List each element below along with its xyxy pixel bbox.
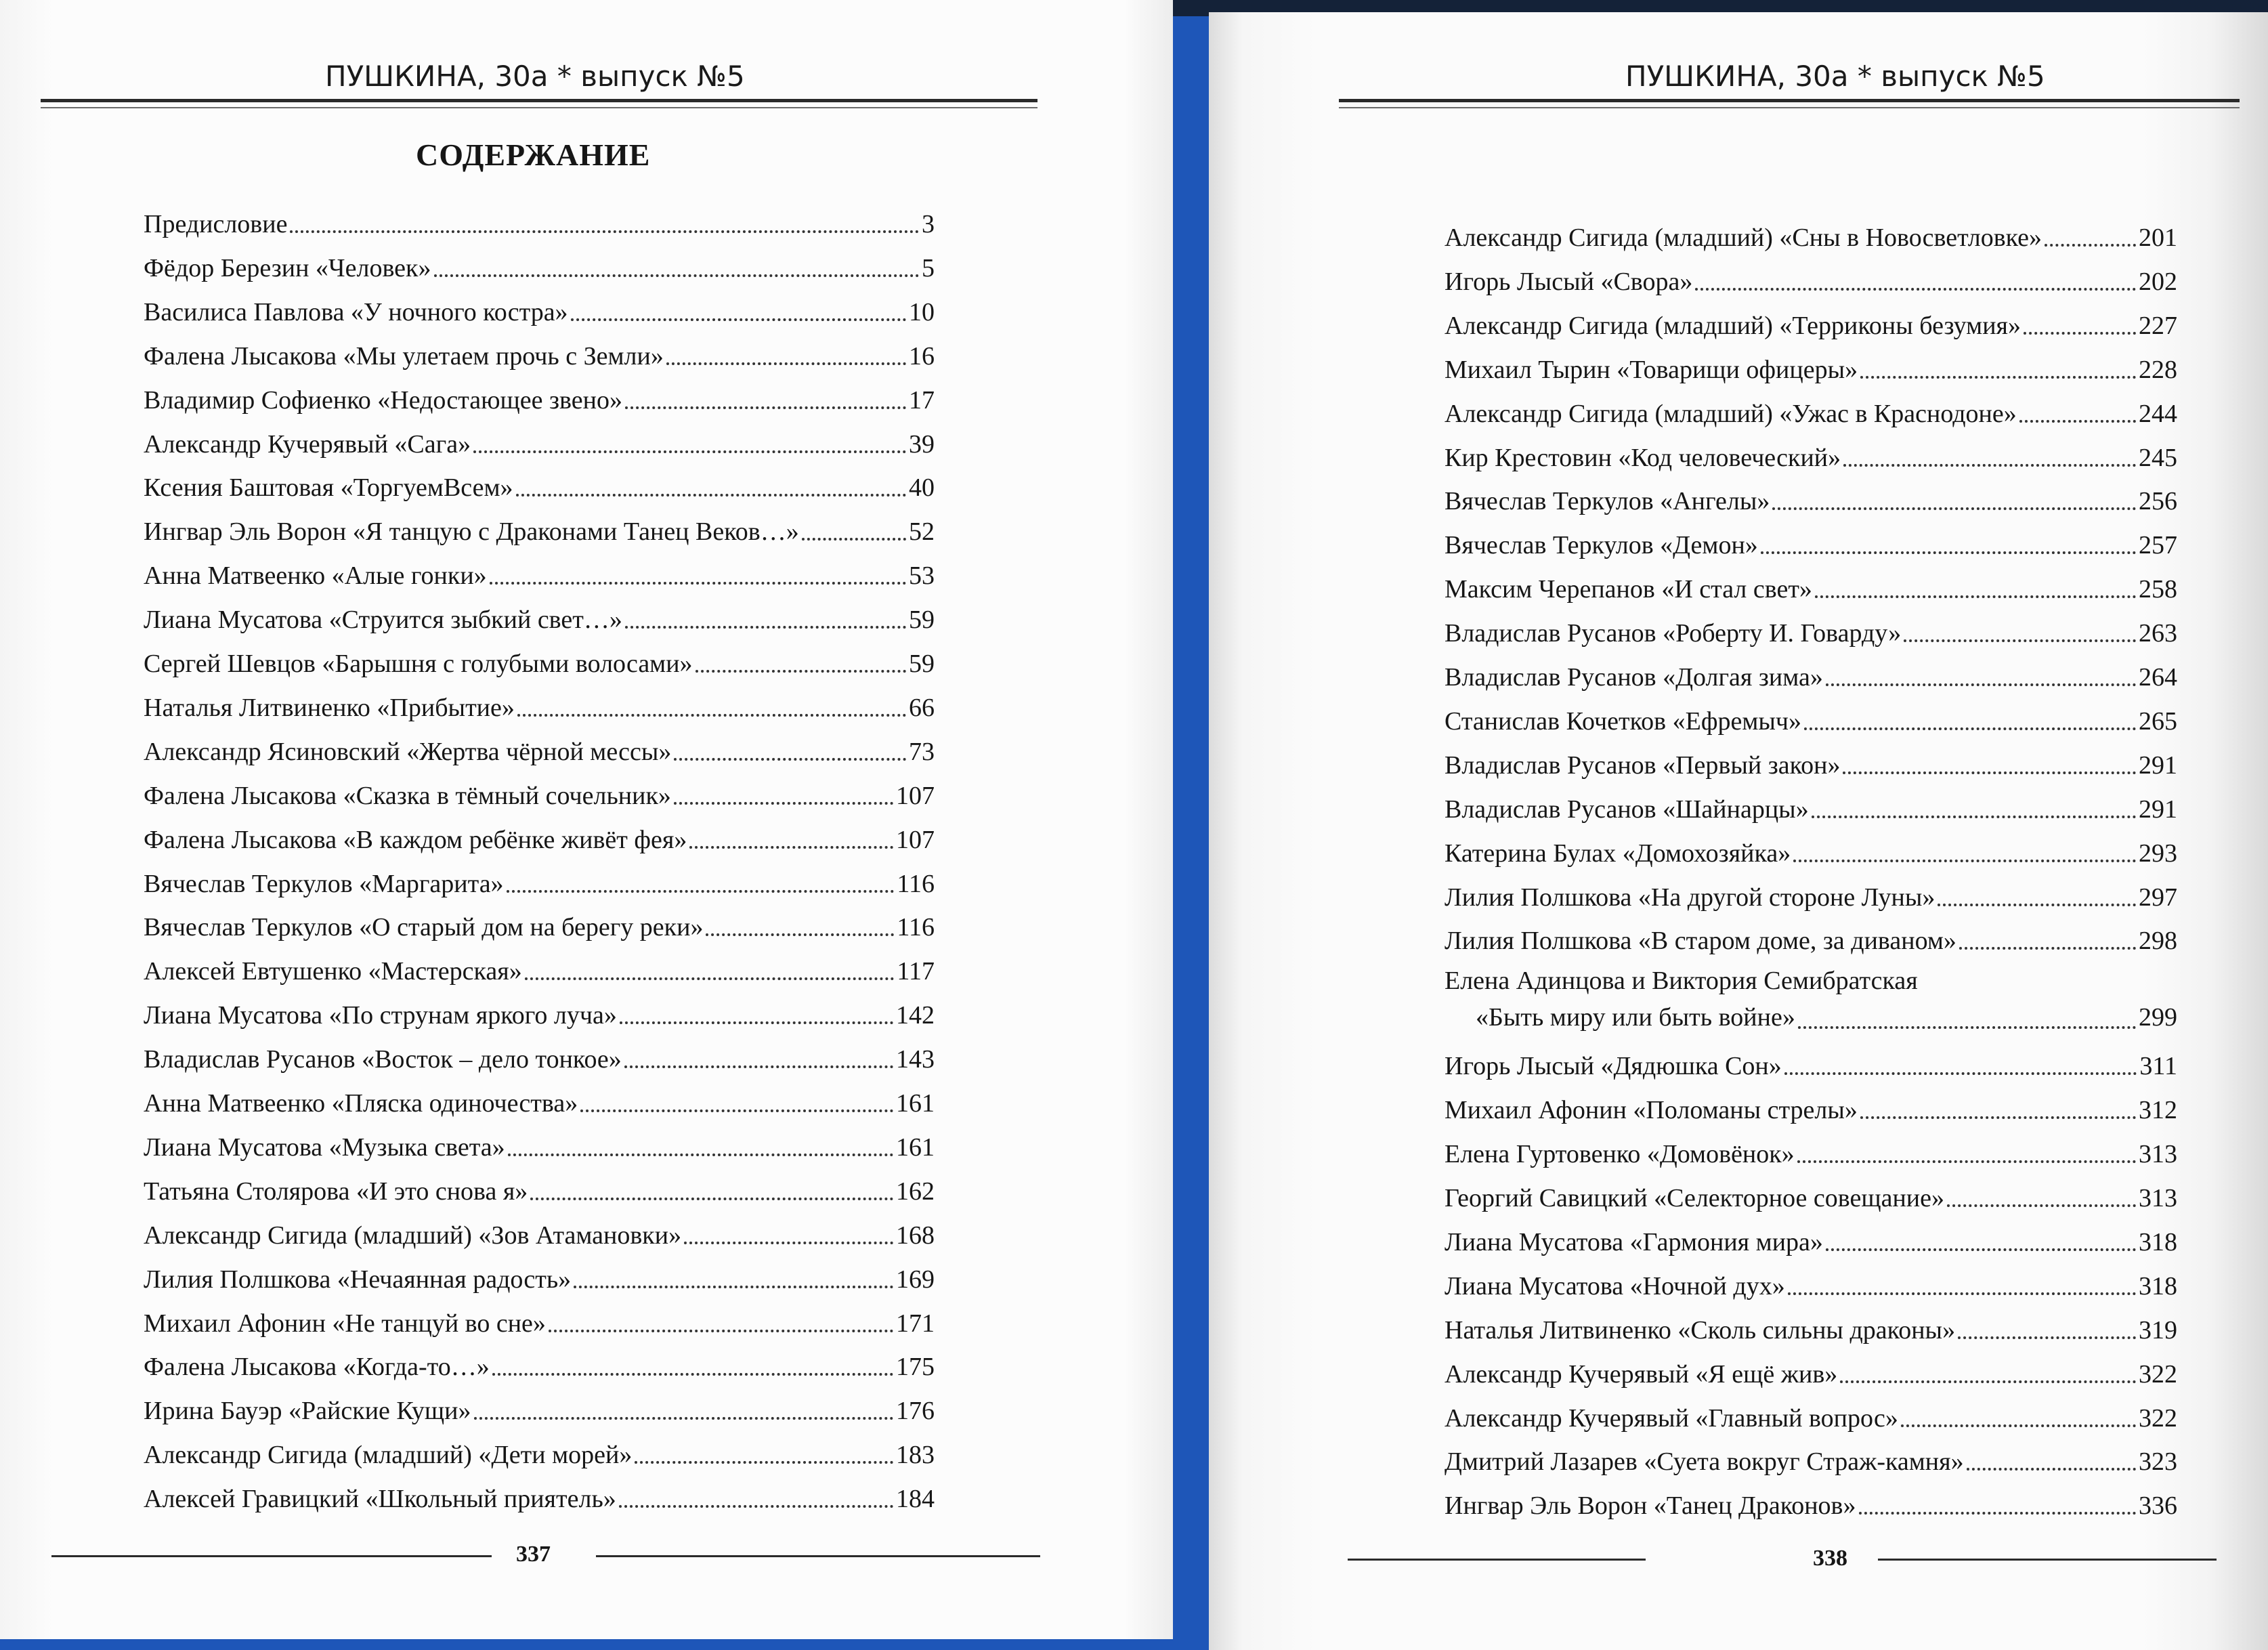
- toc-page-number: 10: [909, 297, 935, 326]
- toc-entry-title: Владислав Русанов «Долгая зима»: [1445, 663, 1823, 692]
- toc-entry: [1445, 918, 2177, 956]
- toc-entry-title: Владислав Русанов «Шайнарцы»: [1445, 795, 1809, 824]
- toc-entry: [1445, 259, 2177, 297]
- toc-leader-dots: [530, 1198, 893, 1200]
- toc-leader-dots: [1904, 639, 2136, 642]
- toc-leader-dots: [525, 977, 895, 980]
- toc-entry: [1445, 1264, 2177, 1302]
- toc-leader-dots: [1843, 464, 2136, 467]
- toc-entry: [1445, 1483, 2177, 1521]
- toc-leader-dots: [1695, 288, 2136, 291]
- right-page: [1209, 12, 2268, 1650]
- toc-page-number: 322: [2139, 1403, 2177, 1433]
- toc-entry: [144, 422, 935, 460]
- toc-entry-title: Елена Адинцова и Виктория Семибратская: [1445, 967, 1918, 996]
- toc-entry-title: Предисловие: [144, 210, 288, 238]
- toc-page-number: 298: [2139, 927, 2177, 956]
- toc-entry: [144, 202, 935, 240]
- toc-entry: [144, 729, 935, 767]
- toc-page-number: 291: [2139, 795, 2177, 824]
- toc-leader-dots: [1958, 1336, 2136, 1339]
- toc-leader-dots: [624, 1065, 893, 1068]
- toc-entry-title: Александр Кучерявый «Главный вопрос»: [1445, 1403, 1898, 1433]
- toc-entry: [1445, 831, 2177, 869]
- header-rule-thin: [41, 107, 1037, 108]
- toc-page-number: 322: [2139, 1359, 2177, 1389]
- toc-entry: [1445, 743, 2177, 781]
- toc-entry: [144, 1037, 935, 1075]
- toc-entry: [144, 246, 935, 284]
- toc-entry-title: Станислав Кочетков «Ефремыч»: [1445, 706, 1802, 736]
- toc-leader-dots: [1938, 904, 2136, 906]
- toc-entry-title: Татьяна Столярова «И это снова я»: [144, 1177, 528, 1206]
- toc-entry: [144, 290, 935, 328]
- toc-leader-dots: [1947, 1204, 2136, 1207]
- toc-entry-title: Лилия Полшкова «Нечаянная радость»: [144, 1265, 572, 1294]
- toc-entry: [1445, 392, 2177, 429]
- toc-leader-dots: [802, 538, 906, 541]
- toc-page-number: 263: [2139, 619, 2177, 648]
- toc-leader-dots: [571, 318, 906, 321]
- toc-page-number: 244: [2139, 399, 2177, 428]
- toc-entry-title: Михаил Афонин «Поломаны стрелы»: [1445, 1096, 1858, 1125]
- toc-page-number: 59: [909, 606, 935, 635]
- toc-page-number: 312: [2139, 1096, 2177, 1125]
- toc-entry-title: Фалена Лысакова «Сказка в тёмный сочельник»: [144, 781, 671, 810]
- toc-leader-dots: [473, 450, 906, 453]
- toc-page-number: 202: [2139, 267, 2177, 296]
- toc-leader-dots: [516, 494, 906, 496]
- toc-entry-title: Фалена Лысакова «В каждом ребёнке живёт фея»: [144, 825, 687, 854]
- toc-entry: [144, 465, 935, 503]
- toc-page-number: 3: [922, 210, 935, 238]
- toc-entry-title: Михаил Тырин «Товарищи офицеры»: [1445, 355, 1858, 384]
- toc-entry-title: Алексей Гравицкий «Школьный приятель»: [144, 1485, 616, 1514]
- toc-page-number: 16: [909, 341, 935, 371]
- toc-entry-title: Лиана Мусатова «Струится зыбкий свет…»: [144, 606, 622, 635]
- toc-leader-dots: [1826, 1248, 2136, 1251]
- toc-entry: [144, 597, 935, 635]
- toc-entry-title: Владислав Русанов «Восток – дело тонкое»: [144, 1045, 622, 1074]
- toc-page-number: 201: [2139, 224, 2177, 252]
- toc-entry-continuation: [1445, 999, 2177, 1036]
- toc-page-number: 176: [896, 1397, 935, 1426]
- toc-page-number: 161: [896, 1089, 935, 1118]
- toc-entry: [1445, 436, 2177, 473]
- toc-entry-title: Александр Сигида (младший) «Сны в Новосветловке»: [1445, 224, 2042, 252]
- toc-entry: [144, 1301, 935, 1339]
- toc-leader-dots: [674, 758, 906, 761]
- toc-leader-dots: [1843, 771, 2136, 774]
- toc-entry-title: Александр Сигида (младший) «Дети морей»: [144, 1441, 633, 1470]
- toc-leader-dots: [696, 670, 906, 673]
- toc-leader-dots: [2024, 332, 2136, 335]
- toc-entry: [144, 1081, 935, 1119]
- footer-rule-right: [596, 1555, 1040, 1557]
- toc-leader-dots: [1793, 860, 2136, 862]
- toc-entry-title: Лиана Мусатова «По струнам яркого луча»: [144, 1001, 617, 1030]
- toc-entry: [144, 1169, 935, 1207]
- toc-entry: [144, 818, 935, 855]
- toc-entry: [1445, 962, 2177, 1037]
- footer-rule-right: [1878, 1559, 2217, 1561]
- toc-page-number: 168: [896, 1221, 935, 1250]
- toc-leader-dots: [1804, 727, 2136, 730]
- toc-entry: [144, 1477, 935, 1515]
- toc-entry: [1445, 1044, 2177, 1082]
- toc-page-number: 319: [2139, 1315, 2177, 1345]
- toc-entry: [144, 1433, 935, 1471]
- toc-page-number: 116: [897, 869, 935, 898]
- header-rule-thin: [1339, 107, 2240, 108]
- toc-entry-title: Александр Кучерявый «Я ещё жив»: [1445, 1359, 1838, 1389]
- toc-entry-title: Алексей Евтушенко «Мастерская»: [144, 957, 522, 986]
- toc-leader-dots: [689, 846, 893, 849]
- toc-leader-dots: [620, 1021, 893, 1024]
- toc-entry: [144, 1257, 935, 1295]
- toc-entry: [1445, 1308, 2177, 1346]
- toc-entry-title: Владимир Софиенко «Недостающее звено»: [144, 385, 622, 415]
- toc-entry-title: Анна Матвеенко «Пляска одиночества»: [144, 1089, 578, 1118]
- toc-page-number: 318: [2139, 1271, 2177, 1300]
- toc-entry-title: Александр Кучерявый «Сага»: [144, 429, 471, 459]
- toc-page-number: 257: [2139, 531, 2177, 560]
- page-number: 337: [516, 1542, 551, 1567]
- toc-entry: [1445, 523, 2177, 561]
- toc-entry-title: Ксения Баштовая «ТоргуемВсем»: [144, 473, 513, 503]
- toc-leader-dots: [517, 714, 906, 717]
- toc-entry: [1445, 875, 2177, 913]
- toc-entry: [144, 774, 935, 811]
- toc-leader-dots: [1859, 1512, 2137, 1515]
- toc-leader-dots: [507, 890, 895, 893]
- toc-page-number: 161: [896, 1133, 935, 1162]
- toc-leader-dots: [492, 1373, 893, 1376]
- toc-leader-dots: [2045, 244, 2136, 247]
- toc-page-number: 293: [2139, 839, 2177, 868]
- toc-leader-dots: [1797, 1160, 2136, 1163]
- toc-page-number: 318: [2139, 1227, 2177, 1256]
- toc-leader-dots: [2019, 420, 2136, 423]
- toc-entry-title: Александр Ясиновский «Жертва чёрной мессы»: [144, 737, 672, 766]
- toc-entry: [1445, 567, 2177, 605]
- toc-entry-title: Фалена Лысакова «Когда-то…»: [144, 1353, 490, 1382]
- footer-rule-left: [51, 1555, 492, 1557]
- toc-entry: [1445, 611, 2177, 649]
- toc-page-number: 291: [2139, 750, 2177, 780]
- toc-entry-title: Вячеслав Теркулов «О старый дом на берегу реки»: [144, 913, 704, 942]
- toc-leader-dots: [574, 1286, 893, 1288]
- toc-leader-dots: [625, 406, 906, 409]
- toc-entry: [144, 905, 935, 943]
- toc-entry-title: Георгий Савицкий «Селекторное совещание»: [1445, 1184, 1945, 1212]
- toc-entry-title: Ирина Бауэр «Райские Кущи»: [144, 1397, 471, 1426]
- toc-leader-dots: [684, 1242, 893, 1244]
- toc-page-number: 297: [2139, 883, 2177, 912]
- toc-leader-dots: [1901, 1424, 2136, 1427]
- toc-page-number: 227: [2139, 311, 2177, 340]
- toc-page-number: 73: [909, 737, 935, 766]
- toc-entry-title: Вячеслав Теркулов «Маргарита»: [144, 869, 504, 898]
- toc-leader-dots: [635, 1461, 893, 1464]
- toc-leader-dots: [1812, 816, 2136, 818]
- toc-entry-title: Наталья Литвиненко «Сколь сильны драконы»: [1445, 1315, 1956, 1345]
- toc-entry-title: Михаил Афонин «Не танцуй во сне»: [144, 1309, 546, 1338]
- toc-entry: [144, 949, 935, 987]
- toc-leader-dots: [1815, 595, 2136, 598]
- toc-page-number: 143: [896, 1045, 935, 1074]
- toc-entry-title: Ингвар Эль Ворон «Я танцую с Драконами Танец Веков…»: [144, 517, 799, 547]
- toc-entry-title: Максим Черепанов «И стал свет»: [1445, 575, 1812, 604]
- toc-leader-dots: [674, 802, 893, 805]
- toc-leader-dots: [1761, 551, 2136, 554]
- toc-entry: [1445, 1220, 2177, 1258]
- toc-entry: [144, 641, 935, 679]
- toc-entry: [144, 378, 935, 416]
- toc-entry-title: Елена Гуртовенко «Домовёнок»: [1445, 1140, 1795, 1169]
- toc-page-number: 313: [2139, 1140, 2177, 1169]
- toc-page-number: 39: [909, 429, 935, 459]
- toc-entry-title: Владислав Русанов «Роберту И. Говарду»: [1445, 619, 1902, 648]
- toc-entry: [1445, 1132, 2177, 1170]
- toc-entry-title: Лиана Мусатова «Ночной дух»: [1445, 1271, 1785, 1300]
- toc-leader-dots: [549, 1330, 893, 1332]
- running-head: ПУШКИНА, 30а * выпуск №5: [1625, 60, 2045, 93]
- toc-entry: [1445, 303, 2177, 341]
- toc-entry-title: Анна Матвеенко «Алые гонки»: [144, 562, 487, 591]
- toc-entry-title: Ингвар Эль Ворон «Танец Драконов»: [1445, 1492, 1856, 1521]
- toc-leader-dots: [1788, 1292, 2136, 1295]
- toc-entry-title: Наталья Литвиненко «Прибытие»: [144, 693, 515, 722]
- toc-leader-dots: [1967, 1468, 2136, 1471]
- toc-entry-title: Вячеслав Теркулов «Ангелы»: [1445, 487, 1770, 516]
- toc-page-number: 107: [896, 825, 935, 854]
- toc-page-number: 52: [909, 517, 935, 547]
- toc-entry: [144, 334, 935, 372]
- page-number: 338: [1813, 1546, 1847, 1571]
- toc-page-number: 40: [909, 473, 935, 503]
- running-head: ПУШКИНА, 30а * выпуск №5: [325, 60, 745, 93]
- toc-page-number: 258: [2139, 575, 2177, 604]
- toc-leader-dots: [1840, 1380, 2136, 1383]
- toc-entry: [1445, 1088, 2177, 1126]
- toc-leader-dots: [666, 362, 906, 365]
- toc-entry: [1445, 1439, 2177, 1477]
- toc-title: СОДЕРЖАНИЕ: [416, 138, 651, 172]
- toc-page-number: 183: [896, 1441, 935, 1470]
- toc-page-number: 228: [2139, 355, 2177, 384]
- toc-leader-dots: [1860, 1116, 2136, 1119]
- toc-page-number: 256: [2139, 487, 2177, 516]
- toc-page-number: 162: [896, 1177, 935, 1206]
- toc-leader-dots: [1826, 683, 2136, 686]
- toc-entry-title: Александр Сигида (младший) «Терриконы безумия»: [1445, 311, 2021, 340]
- toc-page-number: 323: [2139, 1447, 2177, 1477]
- toc-entry-title: Катерина Булах «Домохозяйка»: [1445, 839, 1791, 868]
- toc-entry: [1445, 1176, 2177, 1214]
- toc-entry-title: Лиана Мусатова «Музыка света»: [144, 1133, 505, 1162]
- toc-entry-title-cont: «Быть миру или быть войне»: [1476, 1003, 1795, 1032]
- toc-entry: [1445, 787, 2177, 825]
- toc-page-number: 171: [896, 1309, 935, 1338]
- toc-entry: [144, 509, 935, 547]
- toc-entry: [1445, 479, 2177, 517]
- toc-page-number: 299: [2139, 1003, 2177, 1032]
- toc-entry-title: Игорь Лысый «Дядюшка Сон»: [1445, 1052, 1782, 1081]
- toc-entry-title: Сергей Шевцов «Барышня с голубыми волосами»: [144, 650, 693, 678]
- toc-page-number: 53: [909, 562, 935, 591]
- toc-page-number: 17: [909, 385, 935, 415]
- toc-entry-title: Дмитрий Лазарев «Суета вокруг Страж-камня»: [1445, 1447, 1964, 1477]
- toc-page-number: 311: [2139, 1052, 2177, 1081]
- toc-entry: [144, 993, 935, 1031]
- toc-entry: [144, 1389, 935, 1426]
- toc-page-number: 313: [2139, 1184, 2177, 1212]
- toc-page-number: 107: [896, 781, 935, 810]
- toc-page-number: 264: [2139, 663, 2177, 692]
- toc-entry-title: Кир Крестовин «Код человеческий»: [1445, 443, 1841, 472]
- toc-entry: [1445, 215, 2177, 253]
- toc-entry: [144, 1125, 935, 1163]
- toc-entry: [1445, 347, 2177, 385]
- toc-page-number: 117: [897, 957, 935, 986]
- toc-page-number: 175: [896, 1353, 935, 1382]
- toc-leader-dots: [1798, 1026, 2136, 1029]
- toc-page-number: 169: [896, 1265, 935, 1294]
- toc-leader-dots: [1959, 947, 2136, 950]
- toc-page-number: 59: [909, 650, 935, 678]
- toc-entry: [144, 862, 935, 900]
- toc-entry-title: Василиса Павлова «У ночного костра»: [144, 297, 568, 326]
- toc-page-number: 245: [2139, 443, 2177, 472]
- toc-entry-title: Владислав Русанов «Первый закон»: [1445, 750, 1841, 780]
- toc-entry: [1445, 655, 2177, 693]
- toc-leader-dots: [619, 1505, 893, 1508]
- header-rule: [1339, 99, 2240, 102]
- toc-leader-dots: [490, 582, 906, 585]
- toc-leader-dots: [1860, 376, 2136, 379]
- toc-leader-dots: [580, 1109, 893, 1112]
- toc-entry: [144, 553, 935, 591]
- toc-entry: [144, 685, 935, 723]
- toc-leader-dots: [290, 230, 919, 233]
- toc-entry: [1445, 699, 2177, 737]
- toc-leader-dots: [474, 1417, 894, 1420]
- toc-leader-dots: [508, 1154, 893, 1156]
- toc-leader-dots: [434, 274, 920, 277]
- toc-leader-dots: [1772, 507, 2136, 510]
- toc-page-number: 336: [2139, 1492, 2177, 1521]
- toc-entry-title: Александр Сигида (младший) «Ужас в Краснодоне»: [1445, 399, 2017, 428]
- toc-entry: [1445, 1396, 2177, 1434]
- toc-entry: [1445, 1352, 2177, 1390]
- toc-entry-title: Лилия Полшкова «В старом доме, за диваном»: [1445, 927, 1956, 956]
- footer-rule-left: [1348, 1559, 1646, 1561]
- toc-entry-title: Лилия Полшкова «На другой стороне Луны»: [1445, 883, 1935, 912]
- toc-entry-title: Александр Сигида (младший) «Зов Атамановки»: [144, 1221, 682, 1250]
- toc-entry: [144, 1213, 935, 1251]
- toc-page-number: 66: [909, 693, 935, 722]
- toc-entry-title: Игорь Лысый «Свора»: [1445, 267, 1693, 296]
- toc-entry-title: Фалена Лысакова «Мы улетаем прочь с Земли»: [144, 341, 664, 371]
- header-rule: [41, 99, 1037, 102]
- toc-page-number: 265: [2139, 706, 2177, 736]
- toc-page-number: 116: [897, 913, 935, 942]
- toc-entry-title: Фёдор Березин «Человек»: [144, 253, 431, 282]
- toc-leader-dots: [1784, 1072, 2137, 1075]
- toc-page-number: 142: [896, 1001, 935, 1030]
- toc-leader-dots: [706, 933, 894, 936]
- toc-page-number: 5: [922, 253, 935, 282]
- toc-entry-title: Лиана Мусатова «Гармония мира»: [1445, 1227, 1823, 1256]
- toc-leader-dots: [625, 626, 906, 629]
- toc-entry-title: Вячеслав Теркулов «Демон»: [1445, 531, 1758, 560]
- toc-page-number: 184: [896, 1485, 935, 1514]
- toc-entry: [144, 1345, 935, 1382]
